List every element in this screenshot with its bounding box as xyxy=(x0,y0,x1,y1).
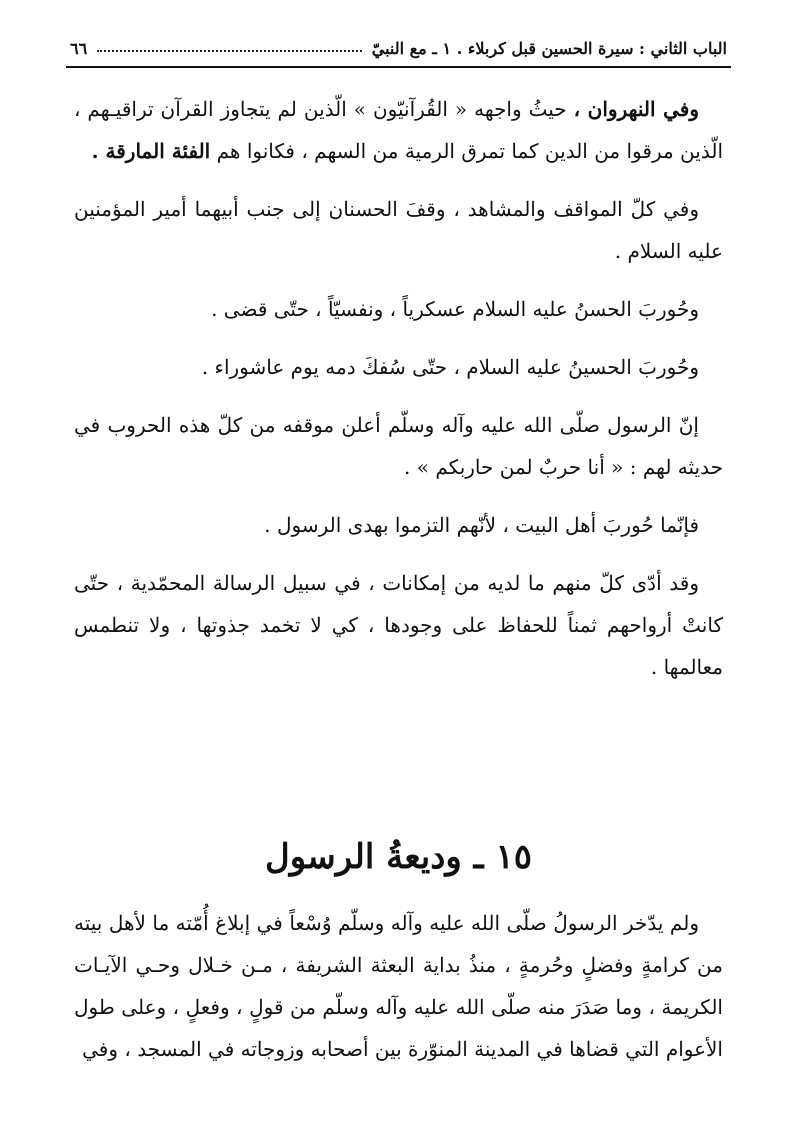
header-rule xyxy=(66,66,731,68)
paragraph-nahrawan xyxy=(74,88,723,172)
body-text xyxy=(74,88,723,688)
page-number: ٦٦ xyxy=(70,38,88,58)
bold-phrase-mariqa: الفئة المارقة . xyxy=(91,139,211,163)
paragraph-wadia: ولم يدّخر الرسولُ صلّى الله عليه وآله وسلّم وُسْعاً في إبلاغ أُمّته ما لأهل بيته من كرامةٍ وفضلٍ وحُرمةٍ ، منذُ بداية البعثة الشريفة ، مـن خـلال وحـي الآيـات الكريمة ، وما صَدَرَ منه صلّى الله عليه وآله وسلّم من قولٍ ، وفعلٍ ، وعلى طول الأعوام التي قضاها في المدينة المنوّرة بين أصحابه وزوجاته في المسجد ، وفي xyxy=(74,911,723,1061)
header-dot-leader xyxy=(97,50,362,52)
bold-phrase-nahrawan: وفي النهروان ، xyxy=(573,97,699,121)
section-heading: ١٥ ـ وديعةُ الرسول xyxy=(265,837,532,877)
paragraph-sacrifice: وقد أدّى كلّ منهم ما لديه من إمكانات ، في سبيل الرسالة المحمّدية ، حتّى كانتْ أرواحهم ثمناً للحفاظ على وجودها ، كي لا تخمد جذوتها ، ولا تنطمس معالمها . xyxy=(74,571,723,679)
paragraph-ahl-albayt: فإنّما حُوربَ أهل البيت ، لأنّهم التزموا بهدى الرسول . xyxy=(264,513,699,537)
running-header xyxy=(70,34,727,62)
paragraph-rasul-hadith: إنّ الرسول صلّى الله عليه وآله وسلّم أعلن موقفه من كلّ هذه الحروب في حديثه لهم : « أنا حربٌ لمن حاربكم » . xyxy=(74,413,723,479)
paragraph-husayn: وحُوربَ الحسينُ عليه السلام ، حتّى سُفكَ دمه يوم عاشوراء . xyxy=(201,355,699,379)
paragraph-hasanan: وفي كلّ المواقف والمشاهد ، وقفَ الحسنان إلى جنب أبيهما أمير المؤمنين عليه السلام . xyxy=(74,197,723,263)
chapter-title: الباب الثاني : سيرة الحسين قبل كربلاء . ١ ـ مع النبيّ xyxy=(371,38,727,58)
section-body xyxy=(74,902,723,1070)
paragraph-hasan: وحُوربَ الحسنُ عليه السلام عسكرياً ، ونفسيّاً ، حتّى قضى . xyxy=(211,297,699,321)
paragraph-text: حيثُ واجهه « القُرآنيّون » الّذين لم يتجاوز القرآن تراقيـهم ، الّذين مرقوا من الدين كما تمرق الرمية من السهم ، فكانوا هم xyxy=(74,97,723,163)
